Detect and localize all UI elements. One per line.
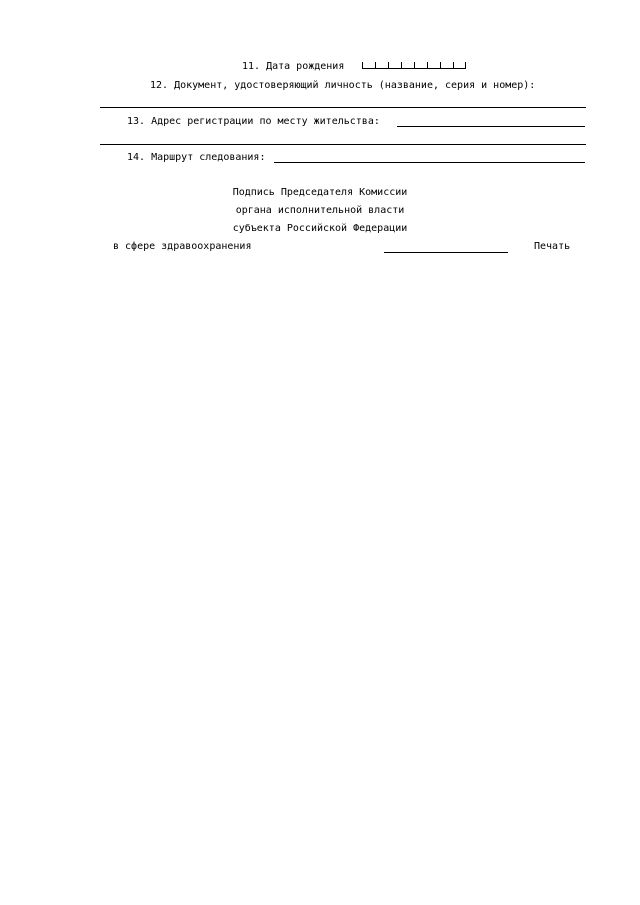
stamp-label: Печать <box>534 241 571 252</box>
registration-address-label: 13. Адрес регистрации по месту жительства: <box>127 116 380 127</box>
route-field[interactable] <box>274 162 585 163</box>
registration-address-field-line2[interactable] <box>100 144 586 145</box>
signature-field[interactable] <box>384 252 508 253</box>
signature-title-line1: Подпись Председателя Комиссии <box>232 187 408 198</box>
identity-document-field[interactable] <box>100 107 586 108</box>
registration-address-field[interactable] <box>397 126 585 127</box>
signature-title-line4: в сфере здравоохранения <box>113 241 252 252</box>
signature-title-line3: субъекта Российской Федерации <box>232 223 408 234</box>
birth-date-label: 11. Дата рождения <box>242 61 345 72</box>
signature-title-line2: органа исполнительной власти <box>235 205 405 216</box>
birth-date-boxes[interactable] <box>362 62 466 69</box>
identity-document-label: 12. Документ, удостоверяющий личность (название, серия и номер): <box>150 80 536 91</box>
route-label: 14. Маршрут следования: <box>127 152 266 163</box>
